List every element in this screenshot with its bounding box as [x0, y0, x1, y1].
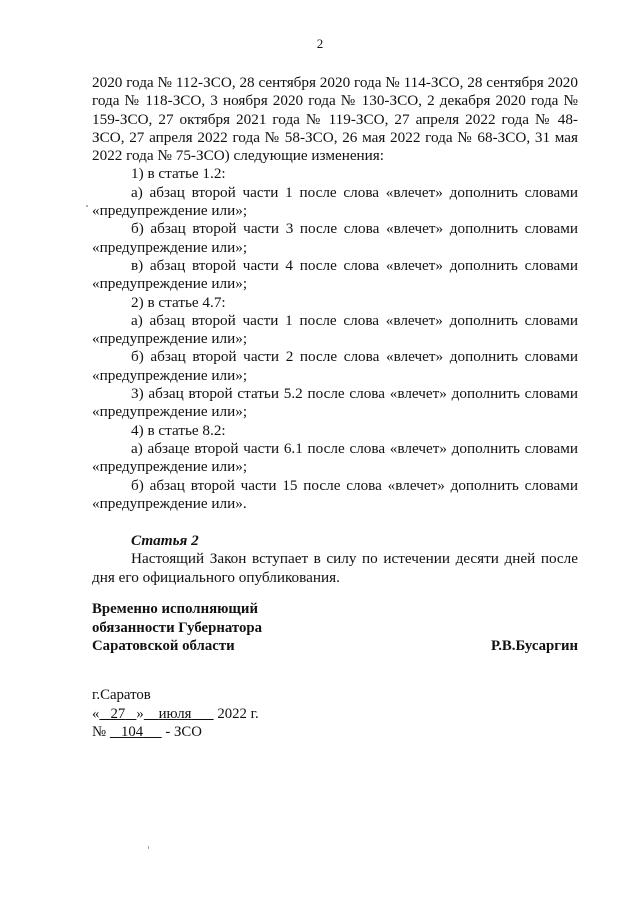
amendment-item: б) абзац второй части 3 после слова «влечет» дополнить словами «предупреждение или»; [92, 220, 578, 256]
law-body [92, 74, 578, 587]
date-close-quote: » [136, 705, 144, 722]
signatory-name: Р.В.Бусаргин [491, 638, 578, 654]
law-footer [92, 686, 259, 742]
number-value: 104 [120, 724, 144, 740]
amendment-item: в) абзац второй части 4 после слова «влечет» дополнить словами «предупреждение или»; [92, 256, 578, 293]
amendment-item: б) абзац второй части 15 после слова «влечет» дополнить словами «предупреждение или». [92, 476, 578, 512]
signatory-title-line: Временно исполняющий [92, 601, 258, 617]
date-line [92, 705, 259, 724]
scan-speck [148, 846, 149, 849]
date-year: 2022 г. [217, 705, 259, 722]
number-suffix: - ЗСО [165, 724, 202, 740]
amendment-item: 1) в статье 1.2: [131, 165, 226, 183]
amendment-item: а) абзац второй части 1 после слова «влечет» дополнить словами «предупреждение или»; [92, 183, 578, 220]
signatory-title-line: обязанности Губернатора [92, 619, 262, 636]
amendment-item: 3) абзац второй статьи 5.2 после слова «влечет» дополнить словами «предупреждение или»; [92, 385, 578, 421]
amendments-list [92, 165, 578, 513]
scan-speck [86, 205, 88, 207]
article-2-text: Настоящий Закон вступает в силу по истечении десяти дней после дня его официального опубликования. [92, 550, 578, 586]
page-number: 2 [316, 36, 324, 51]
date-day: 27 [110, 705, 126, 722]
amendment-item: а) абзаце второй части 6.1 после слова «влечет» дополнить словами «предупреждение или»; [92, 439, 578, 476]
date-month: июля [158, 705, 192, 722]
amendment-item: а) абзац второй части 1 после слова «влечет» дополнить словами «предупреждение или»; [92, 311, 578, 348]
number-line [92, 723, 259, 742]
amendment-item: 4) в статье 8.2: [131, 421, 226, 439]
amendment-item: б) абзац второй части 2 после слова «влечет» дополнить словами «предупреждение или»; [92, 348, 578, 384]
signature-block [92, 600, 578, 656]
city-line: г.Саратов [92, 687, 151, 703]
article-2-heading: Статья 2 [131, 532, 199, 550]
number-prefix: № [92, 724, 107, 740]
date-open-quote: « [92, 705, 100, 722]
intro-paragraph: 2020 года № 112-ЗСО, 28 сентября 2020 года № 114-ЗСО, 28 сентября 2020 года № 118-ЗСО, 3 ноября 2020 года № 130-ЗСО, 2 декабря 2020 года № 159-ЗСО, 27 октября 2021 года № 119-ЗСО, 27 апреля 2022 года № 48-ЗСО, 27 апреля 2022 года № 58-ЗСО, 26 мая 2022 года № 68-ЗСО, 31 мая 2022 года № 75-ЗСО) следующие изменения: [92, 74, 578, 165]
amendment-item: 2) в статье 4.7: [131, 293, 226, 311]
signatory-title-line: Саратовской области [92, 638, 235, 654]
